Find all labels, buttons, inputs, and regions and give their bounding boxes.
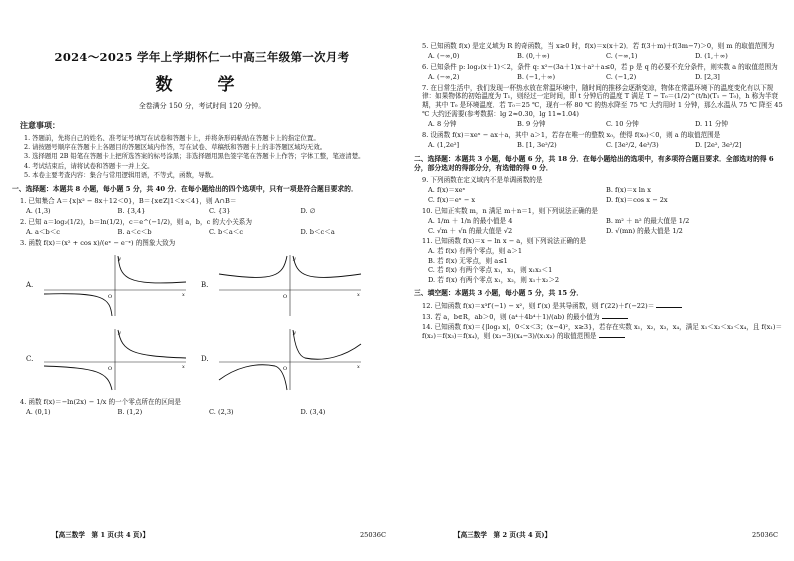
section-heading-1: 一、选择题：本题共 8 小题，每小题 5 分，共 40 分．在每小题给出的四个选项中，只有一项是符合题目要求的． [12, 185, 358, 194]
graph-a-plot [40, 252, 190, 320]
question-4: 4. 函数 f(x)＝−ln(2x) − 1/x 的一个零点所在的区间是 [20, 397, 181, 406]
option: C. (2,3) [209, 407, 234, 416]
question-13 [422, 313, 784, 322]
graph-label: C. [26, 355, 34, 363]
option: C. b＜a＜c [209, 227, 244, 236]
option: D. (1,＋∞) [695, 51, 728, 60]
curve-right [118, 330, 186, 358]
option: A. (0,1) [26, 407, 51, 416]
option: C. f(x)＝eˣ − x [428, 195, 476, 204]
curve-left [219, 364, 287, 389]
notice-item: 1. 答题前，先将自己的姓名、准考证号填写在试卷和答题卡上，并将条形码粘贴在答题卡上的指定位置。 [24, 133, 320, 142]
question-8: 8. 设函数 f(x)＝xeˣ − ax＋a，其中 a＞1，若存在唯一的整数 x₀，使得 f(x₀)＜0，则 a 的取值范围是 [422, 131, 721, 140]
x-axis-label: x [182, 291, 185, 298]
option: C. 10 分钟 [606, 120, 639, 129]
graph-d-plot [215, 326, 365, 394]
footer-page-label: 【高三数学 第 2 页(共 4 页)】 [454, 531, 552, 540]
graph-b-plot [215, 252, 365, 320]
option: B. (1,2) [117, 407, 143, 416]
exam-page-1 [12, 40, 392, 540]
option: A. (1,3) [26, 207, 51, 216]
y-axis-label: y [118, 329, 121, 336]
x-axis-label: x [182, 363, 185, 370]
option: A. (1,2e²] [428, 140, 460, 149]
option: B. {3,4} [117, 207, 146, 216]
option: C. {3} [209, 207, 231, 216]
question-7-options [428, 120, 784, 129]
option: C. √m ＋ √n 的最大值是 √2 [428, 226, 513, 235]
footer-code: 25036C [751, 531, 778, 540]
section-heading-3: 三、填空题：本题共 3 小题，每小题 5 分，共 15 分． [414, 289, 584, 298]
option: B. 若 f(x) 无零点，则 a≤1 [428, 256, 508, 265]
option: A. f(x)＝xeˣ [428, 186, 466, 195]
curve-right [293, 330, 361, 359]
exam-title: 2024～2025 学年上学期怀仁一中高三年级第一次月考 [54, 50, 350, 64]
question-5-options [428, 52, 784, 61]
y-axis-label: y [293, 255, 296, 262]
option: B. a＜c＜b [117, 227, 152, 236]
option: A. 1/m ＋ 1/n 的最小值是 4 [428, 216, 513, 225]
option: D. f(x)＝cos x − 2x [606, 195, 668, 204]
subject-title: 数 学 [155, 74, 249, 95]
exam-page-2 [414, 40, 784, 540]
option: B. [1, 3e²/2) [517, 140, 557, 149]
question-6-options [428, 73, 784, 82]
origin-label: O [108, 365, 113, 372]
option: D. (3,4) [300, 407, 326, 416]
graph-label: D. [201, 355, 209, 363]
page-footer [414, 531, 784, 540]
graph-c-plot [40, 326, 190, 394]
notice-title: 注意事项： [20, 119, 60, 130]
question-3-graphs [26, 252, 366, 394]
option: D. 11 分钟 [695, 120, 728, 129]
notice-list [12, 134, 392, 180]
question-2-options [26, 228, 392, 237]
question-1: 1. 已知集合 A＝{x|x² − 8x＋12＜0}，B＝{x∈Z|1＜x＜4}，则 A∩B＝ [20, 197, 237, 206]
curve-left [44, 293, 112, 315]
option: A. (−∞,2) [428, 72, 460, 81]
graph-option-d [201, 326, 366, 394]
question-10: 10. 已知正实数 m，n 满足 m＋n＝1，则下列说法正确的是 [422, 206, 598, 215]
option: B. m² ＋ n² 的最大值是 1/2 [606, 216, 690, 225]
question-12 [422, 302, 784, 311]
question-6: 6. 已知条件 p: log₂(x＋1)＜2，条件 q: x²−(3a＋1)x＋a²＋a≤0，若 p 是 q 的必要不充分条件，则实数 a 的取值范围为 [422, 62, 778, 71]
answer-blank [656, 307, 682, 308]
option: D. √(mn) 的最大值是 1/2 [606, 226, 683, 235]
notice-item: 3. 选择题用 2B 铅笔在答题卡上把所选答案的标号涂黑；非选择题用黑色签字笔在答题卡上作答；字体工整，笔迹清楚。 [24, 152, 365, 161]
option: B. 9 分钟 [517, 120, 546, 129]
footer-page-label: 【高三数学 第 1 页(共 4 页)】 [52, 531, 150, 540]
option: A. a＜b＜c [26, 227, 60, 236]
question-4-options [26, 408, 392, 417]
option: A. 8 分钟 [428, 120, 457, 129]
curve-right [118, 256, 186, 283]
question-7: 7. 在日常生活中，我们发现一杯热水放在常温环境中，随时间的推移会逐渐变凉，物体在常温环境下的温度变化有以下规律：如果物体的初始温度为 T₁，则经过一定时间，即 t 分钟后的温度 T 满足 T − T₀＝(1/2)^(t/h)(T₁ − T₀)，h 称为半衰期，其中 T₀ 是环境温度．若 T₀＝25 ℃，现有一杯 80 ℃ 的热水降至 75 ℃ 大约用时 1 分钟，那么水温从 75 ℃ 降至 45 ℃ 大约还需要(参考数据：lg 2≈0.30，lg 11≈1.04) [422, 83, 783, 119]
question-14-text: 14. 已知函数 f(x)＝{|log₃ x|，0＜x＜3；(x−4)²，x≥3}，若存在实数 x₁，x₂，x₃，x₄，满足 x₁＜x₂＜x₃＜x₄，且 f(x₁)＝f(x₂)＝f(x₃)＝f(x₄)，则 (x₃−3)(x₄−3)/(x₁x₂) 的取值范围是 [422, 323, 783, 341]
x-axis-label: x [357, 363, 360, 370]
option: C. [3e²/2, 4e³/3) [606, 140, 659, 149]
question-12-text: 12. 已知函数 f(x)＝x³f′(−1) − x²，则 f′(x) 是其导函数，则 f′(22)＋f′(−22)＝ [422, 301, 655, 310]
option: B. (0,＋∞) [517, 51, 550, 60]
option: A. (−∞,0) [428, 51, 460, 60]
answer-blank [602, 318, 628, 319]
curve-left [219, 256, 287, 277]
option: A. 若 f(x) 有两个零点，则 a＞1 [428, 247, 523, 256]
question-3: 3. 函数 f(x)＝(x² + cos x)/(eˣ − e⁻ˣ) 的图象大致为 [20, 238, 176, 247]
option: D. [2,3] [695, 72, 720, 81]
y-axis-label: y [293, 329, 296, 336]
exam-info: 全卷满分 150 分，考试时间 120 分钟。 [138, 102, 266, 111]
graph-label: A. [26, 281, 34, 289]
y-axis-label: y [118, 255, 121, 262]
graph-label: B. [201, 281, 209, 289]
question-9: 9. 下列函数在定义域内不是单调函数的是 [422, 176, 543, 185]
notice-item: 4. 考试结束后，请将试卷和答题卡一并上交。 [24, 161, 154, 170]
curve-right [293, 256, 361, 277]
option: D. ∅ [300, 207, 316, 216]
notice-item: 2. 请按题号顺序在答题卡上各题目的答题区域内作答，写在试卷、草稿纸和答题卡上的非答题区域均无效。 [24, 142, 327, 151]
question-9-options [428, 186, 784, 205]
question-5: 5. 已知函数 f(x) 是定义域为 R 的奇函数，当 x≥0 时，f(x)＝x(x＋2)．若 f(3＋m)＋f(3m−7)＞0，则 m 的取值范围为 [422, 42, 775, 50]
question-1-options [26, 207, 392, 216]
option: D. 若 f(x) 有两个零点 x₁，x₂，则 x₁＋x₂＞2 [428, 275, 560, 284]
option: B. (−1,＋∞) [517, 72, 556, 81]
graph-option-b [201, 252, 366, 320]
graph-option-a [26, 252, 191, 320]
origin-label: O [283, 293, 288, 300]
curve-left [44, 366, 112, 390]
option: C. 若 f(x) 有两个零点 x₁，x₂，则 x₁x₂＜1 [428, 266, 553, 275]
page-footer [12, 531, 392, 540]
graph-option-c [26, 326, 191, 394]
option: D. b＜c＜a [300, 227, 335, 236]
question-11: 11. 已知函数 f(x)＝x − ln x − a，则下列说法正确的是 [422, 237, 587, 246]
question-11-options [428, 247, 784, 284]
question-8-options [428, 141, 784, 150]
question-2: 2. 已知 a＝log₂(1/2)，b＝ln(1/2)，c＝e^(−1/2)，则 a，b，c 的大小关系为 [20, 218, 252, 227]
footer-code: 25036C [359, 531, 386, 540]
question-13-text: 13. 若 a，b∈R，ab＞0，则 (a⁴＋4b⁴＋1)/(ab) 的最小值为 [422, 312, 600, 321]
question-10-options [428, 217, 784, 236]
notice-item: 5. 本卷主要考查内容：集合与常用逻辑用语，不等式，函数，导数。 [24, 170, 218, 179]
option: C. (−∞,1) [606, 51, 638, 60]
option: B. f(x)＝x ln x [606, 186, 651, 195]
answer-blank [599, 337, 625, 338]
x-axis-label: x [357, 291, 360, 298]
option: D. [2e², 3e²/2] [695, 140, 742, 149]
option: C. (−1,2) [606, 72, 637, 81]
origin-label: O [108, 293, 113, 300]
section-heading-2: 二、选择题：本题共 3 小题，每小题 6 分，共 18 分．在每小题给出的选项中，有多项符合题目要求．全部选对的得 6 分，部分选对的得部分分，有选错的得 0 分． [414, 154, 774, 172]
origin-label: O [283, 365, 288, 372]
question-14 [422, 323, 784, 341]
